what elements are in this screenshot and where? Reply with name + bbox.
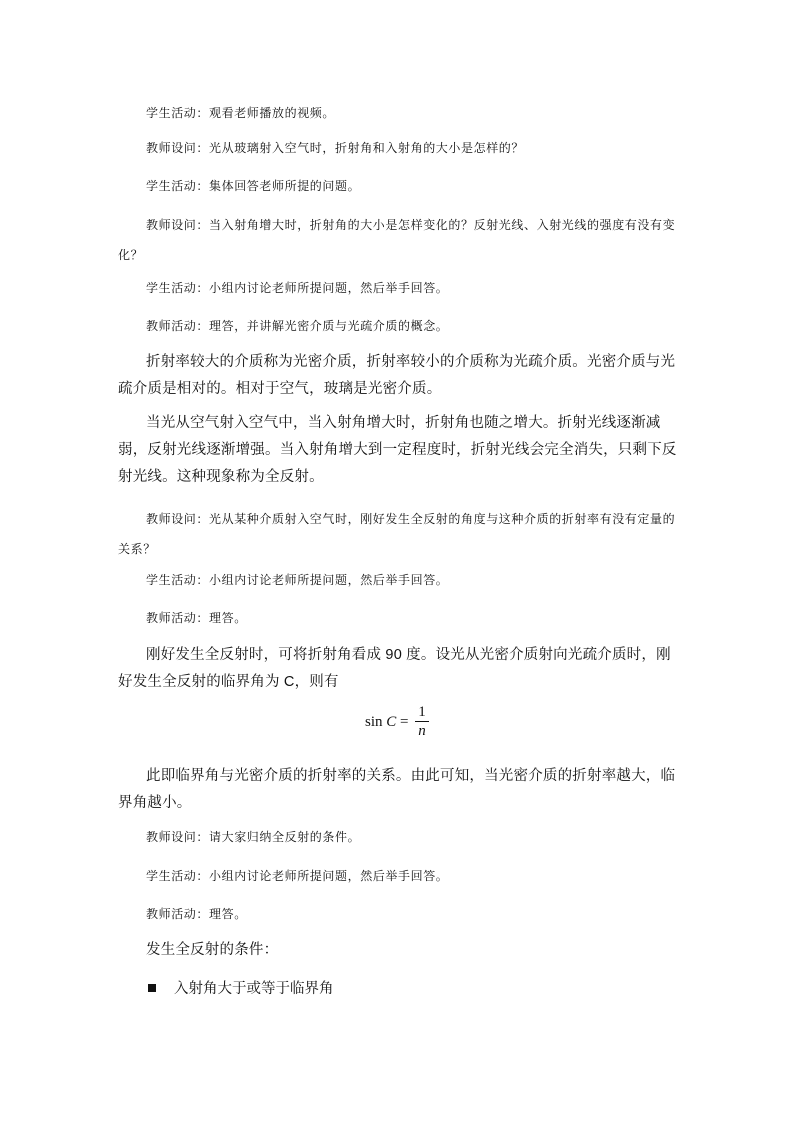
paragraph-student-activity-1: 学生活动：观看老师播放的视频。 bbox=[146, 106, 336, 120]
paragraph-student-activity-3: 学生活动：小组内讨论老师所提问题，然后举手回答。 bbox=[146, 281, 449, 295]
bullet-item bbox=[148, 976, 334, 1003]
paragraph-teacher-question-4: 教师设问：请大家归纳全反射的条件。 bbox=[146, 830, 361, 844]
paragraph-student-activity-2: 学生活动：集体回答老师所提的问题。 bbox=[146, 179, 361, 193]
formula-denominator: n bbox=[418, 723, 426, 739]
paragraph-student-activity-5: 学生活动：小组内讨论老师所提问题，然后举手回答。 bbox=[146, 869, 449, 883]
paragraph-dense-medium-definition: 折射率较大的介质称为光密介质，折射率较小的介质称为光疏介质。光密介质与光疏介质是相对的。相对于空气，玻璃是光密介质。 bbox=[118, 354, 676, 397]
formula-fraction bbox=[415, 704, 429, 739]
paragraph-teacher-activity-2: 教师活动：理答。 bbox=[146, 611, 247, 625]
paragraph-teacher-question-2: 教师设问：当入射角增大时，折射角的大小是怎样变化的？反射光线、入射光线的强度有没有变化？ bbox=[118, 218, 676, 262]
paragraph-teacher-activity-1: 教师活动：理答，并讲解光密介质与光疏介质的概念。 bbox=[146, 319, 449, 333]
formula-numerator: 1 bbox=[418, 704, 426, 720]
paragraph-conditions-heading: 发生全反射的条件： bbox=[146, 942, 279, 958]
paragraph-teacher-activity-3: 教师活动：理答。 bbox=[146, 907, 247, 921]
paragraph-student-activity-4: 学生活动：小组内讨论老师所提问题，然后举手回答。 bbox=[146, 573, 449, 587]
bullet-text: 入射角大于或等于临界角 bbox=[174, 981, 334, 997]
paragraph-total-reflection-phenomenon: 当光从空气射入空气中，当入射角增大时，折射角也随之增大。折射光线逐渐减弱，反射光线逐渐增强。当入射角增大到一定程度时，折射光线会完全消失，只剩下反射光线。这种现象称为全反射。 bbox=[118, 415, 677, 485]
formula-fraction-bar bbox=[415, 721, 429, 722]
paragraph-teacher-question-1: 教师设问：光从玻璃射入空气时，折射角和入射角的大小是怎样的？ bbox=[146, 141, 525, 155]
formula-variable: C bbox=[386, 714, 397, 730]
formula-equals: = bbox=[400, 714, 409, 730]
formula-lhs bbox=[365, 714, 409, 731]
formula-func: sin bbox=[365, 714, 383, 730]
paragraph-critical-angle-relation: 此即临界角与光密介质的折射率的关系。由此可知，当光密介质的折射率越大，临界角越小。 bbox=[118, 768, 676, 811]
paragraph-teacher-question-3: 教师设问：光从某种介质射入空气时，刚好发生全反射的角度与这种介质的折射率有没有定量的关系？ bbox=[118, 512, 676, 556]
paragraph-critical-angle-intro: 刚好发生全反射时，可将折射角看成 90 度。设光从光密介质射向光疏介质时，刚好发生全反射的临界角为 C，则有 bbox=[118, 647, 671, 690]
square-bullet-icon bbox=[148, 984, 156, 992]
